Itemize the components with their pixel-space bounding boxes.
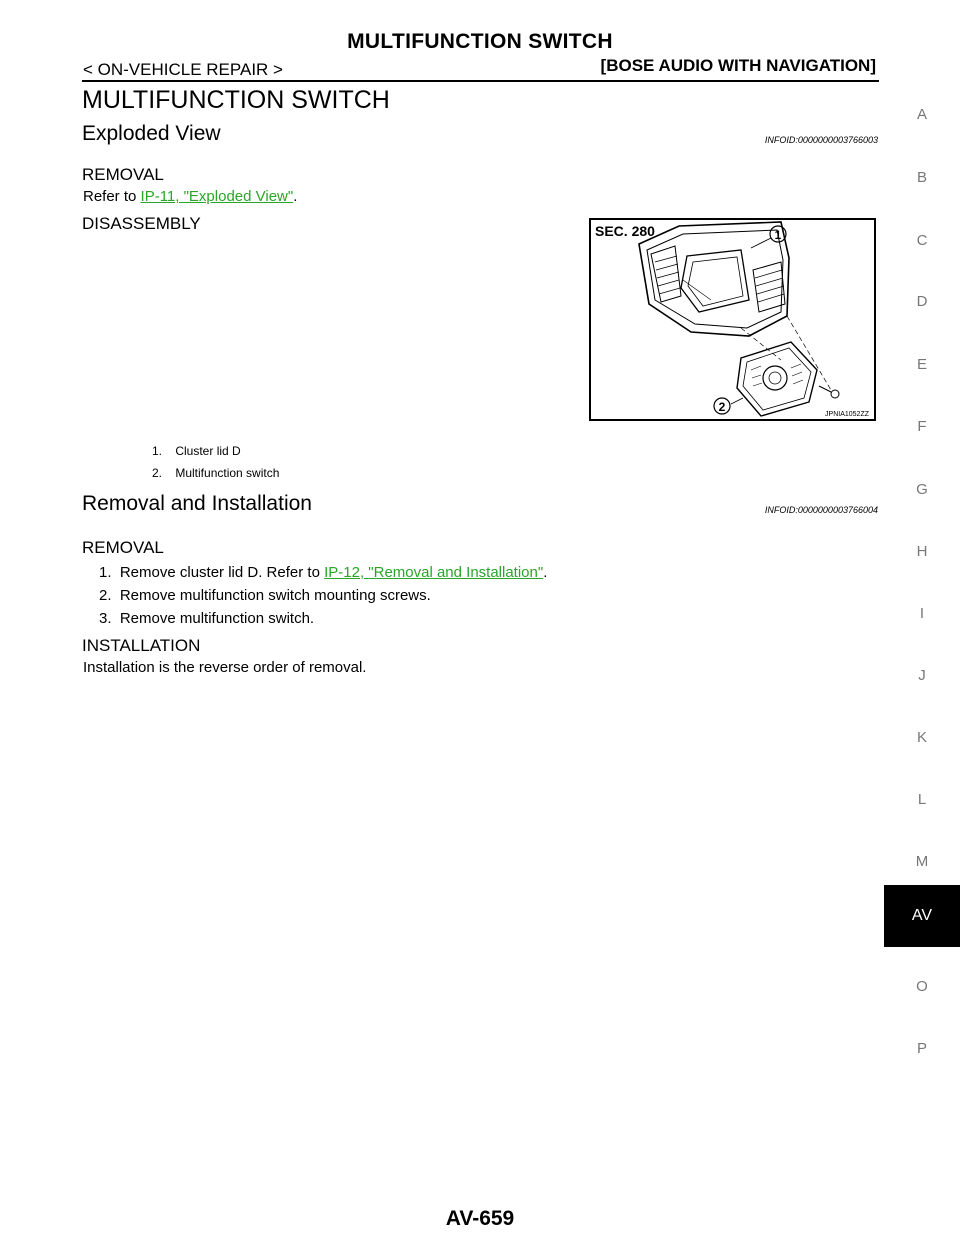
side-tab-h[interactable]: H xyxy=(916,543,928,560)
section-heading-removal-installation: Removal and Installation xyxy=(82,492,312,515)
installation-text: Installation is the reverse order of removal. xyxy=(83,659,367,676)
removal-reference xyxy=(83,188,297,205)
side-tab-j[interactable]: J xyxy=(918,667,926,684)
infoid-removal-installation: INFOID:0000000003766004 xyxy=(764,505,878,515)
subheading-installation: INSTALLATION xyxy=(82,636,201,655)
side-tab-av-active[interactable]: AV xyxy=(884,885,960,947)
legend-item-1: 1. Cluster lid D xyxy=(152,444,241,458)
side-tab-o[interactable]: O xyxy=(916,978,928,995)
step-1 xyxy=(99,564,547,581)
legend-item-2: 2. Multifunction switch xyxy=(152,466,280,480)
infoid-exploded-view: INFOID:0000000003766003 xyxy=(764,135,878,145)
step-1-suffix: . xyxy=(543,564,548,581)
side-tab-c[interactable]: C xyxy=(916,232,928,249)
side-tab-b[interactable]: B xyxy=(916,169,927,186)
figure-sec-label: SEC. 280 xyxy=(595,223,655,239)
cluster-lid-drawing xyxy=(591,220,874,419)
running-header-subsection: [BOSE AUDIO WITH NAVIGATION] xyxy=(600,56,876,75)
running-header-section: < ON-VEHICLE REPAIR > xyxy=(83,60,283,79)
subheading-disassembly: DISASSEMBLY xyxy=(82,214,201,233)
subheading-removal: REMOVAL xyxy=(82,165,164,184)
side-tab-e[interactable]: E xyxy=(916,356,927,373)
figure-legend xyxy=(152,444,279,480)
side-tab-p[interactable]: P xyxy=(916,1040,927,1057)
side-tab-i[interactable]: I xyxy=(919,605,925,622)
removal-reference-suffix: . xyxy=(293,188,298,205)
link-ip-12-removal-installation[interactable]: IP-12, "Removal and Installation" xyxy=(324,564,544,581)
side-tab-g[interactable]: G xyxy=(916,481,928,498)
exploded-view-figure xyxy=(589,218,876,421)
subheading-removal-2: REMOVAL xyxy=(82,538,164,557)
side-tab-k[interactable]: K xyxy=(916,729,927,746)
side-tab-m[interactable]: M xyxy=(915,853,929,870)
step-2: 2. Remove multifunction switch mounting screws. xyxy=(99,587,431,604)
running-header-title: MULTIFUNCTION SWITCH xyxy=(347,30,613,53)
side-tab-d[interactable]: D xyxy=(916,293,928,310)
step-3: 3. Remove multifunction switch. xyxy=(99,610,315,627)
page-number: AV-659 xyxy=(445,1207,515,1230)
section-heading-exploded-view: Exploded View xyxy=(82,122,221,145)
figure-callout-2: 2 xyxy=(718,400,726,414)
side-tab-a[interactable]: A xyxy=(916,106,927,123)
page-title: MULTIFUNCTION SWITCH xyxy=(82,86,390,114)
step-1-text: 1. Remove cluster lid D. Refer to xyxy=(99,564,325,581)
figure-callout-1: 1 xyxy=(774,228,782,242)
header-rule xyxy=(82,80,879,82)
removal-reference-text: Refer to xyxy=(83,188,141,205)
figure-id: JPNIA1052ZZ xyxy=(825,411,869,418)
side-tab-f[interactable]: F xyxy=(917,418,927,435)
link-ip-11-exploded-view[interactable]: IP-11, "Exploded View" xyxy=(140,188,294,205)
side-tab-l[interactable]: L xyxy=(917,791,927,808)
